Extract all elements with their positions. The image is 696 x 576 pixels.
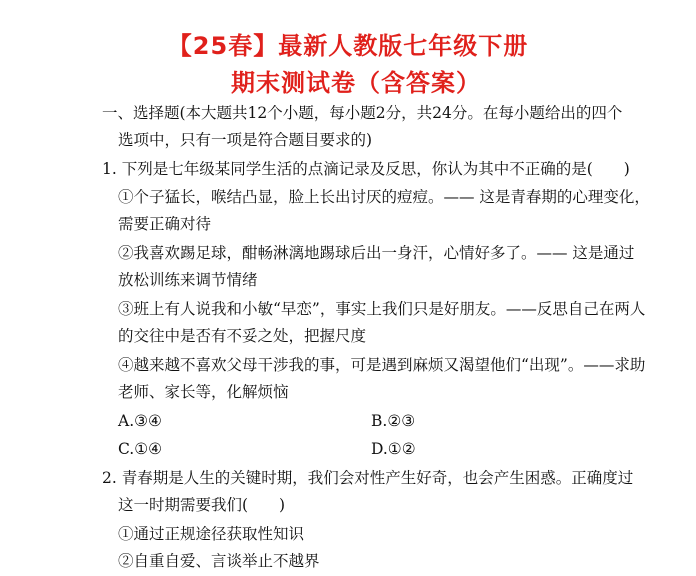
question-2-stem-line-2: 这一时期需要我们( ) [118, 496, 286, 514]
question-1-option-b: B.②③ [371, 412, 416, 430]
question-1-item-4-line-1: ④越来越不喜欢父母干涉我的事，可是遇到麻烦又渴望他们“出现”。——求助 [118, 356, 646, 374]
question-2-stem-line-1: 2. 青春期是人生的关键时期，我们会对性产生好奇，也会产生困惑。正确度过 [102, 469, 634, 487]
question-1-option-d: D.①② [371, 440, 416, 458]
question-1-item-3-line-2: 的交往中是否有不妥之处，把握尺度 [118, 327, 367, 345]
question-2-item-1: ①通过正规途径获取性知识 [118, 525, 305, 543]
section-instruction-line-2: 选项中，只有一项是符合题目要求的) [118, 131, 373, 149]
question-1-item-2-line-2: 放松训练来调节情绪 [118, 271, 258, 289]
question-2-item-2: ②自重自爱、言谈举止不越界 [118, 552, 320, 570]
question-1-item-3-line-1: ③班上有人说我和小敏“早恋”，事实上我们只是好朋友。——反思自己在两人 [118, 300, 646, 318]
question-1-item-1-line-1: ①个子猛长，喉结凸显，脸上长出讨厌的痘痘。—— 这是青春期的心理变化， [118, 188, 650, 206]
section-instruction-line-1: 一、选择题(本大题共12个小题，每小题2分，共24分。在每小题给出的四个 [102, 104, 623, 122]
question-1-option-a: A.③④ [118, 412, 162, 430]
title-line-2: 期末测试卷（含答案） [231, 69, 481, 97]
question-1-option-c: C.①④ [118, 440, 163, 458]
question-1-item-4-line-2: 老师、家长等，化解烦恼 [118, 383, 289, 401]
title-line-1: 【25春】最新人教版七年级下册 [167, 32, 529, 60]
question-1-stem: 1. 下列是七年级某同学生活的点滴记录及反思，你认为其中不正确的是( ) [102, 160, 630, 178]
question-1-item-2-line-1: ②我喜欢踢足球，酣畅淋漓地踢球后出一身汗，心情好多了。—— 这是通过 [118, 244, 635, 262]
question-1-item-1-line-2: 需要正确对待 [118, 215, 212, 233]
